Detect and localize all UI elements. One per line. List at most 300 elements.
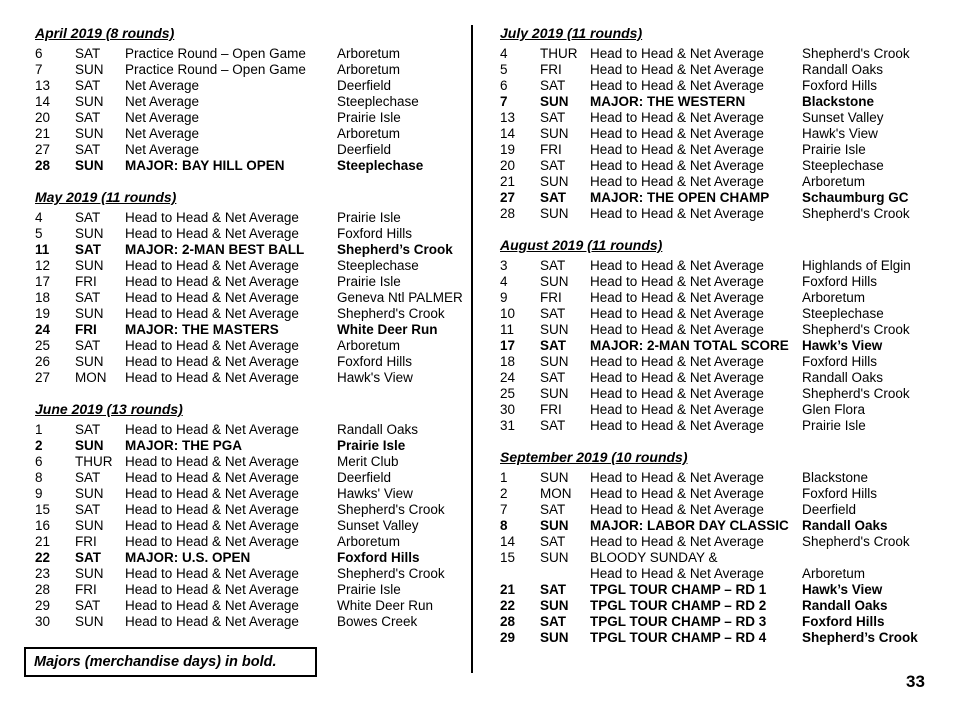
- schedule-row: [35, 62, 465, 78]
- row-event: Head to Head & Net Average: [125, 454, 299, 469]
- row-day: SAT: [75, 502, 101, 517]
- row-event: Head to Head & Net Average: [590, 46, 764, 61]
- row-date: 7: [500, 502, 508, 517]
- row-date: 7: [35, 62, 43, 77]
- row-day: SUN: [540, 322, 569, 337]
- schedule-row: [500, 502, 950, 518]
- row-day: SUN: [540, 550, 569, 565]
- row-date: 13: [500, 110, 516, 125]
- schedule-row: [35, 306, 465, 322]
- row-date: 23: [35, 566, 51, 581]
- row-date: 12: [35, 258, 51, 273]
- row-day: SAT: [75, 78, 101, 93]
- schedule-row: [500, 418, 950, 434]
- schedule-row: [500, 370, 950, 386]
- row-day: SUN: [540, 274, 569, 289]
- row-day: SUN: [75, 306, 104, 321]
- row-date: 27: [35, 370, 51, 385]
- row-day: SAT: [540, 78, 566, 93]
- row-event: Head to Head & Net Average: [125, 306, 299, 321]
- row-event: BLOODY SUNDAY &: [590, 550, 718, 565]
- row-day: SAT: [75, 242, 101, 257]
- month-section: [500, 449, 950, 646]
- row-day: SAT: [540, 190, 566, 205]
- row-day: SAT: [75, 110, 101, 125]
- row-date: 21: [500, 174, 516, 189]
- row-day: SUN: [75, 614, 104, 629]
- row-event: Head to Head & Net Average: [125, 534, 299, 549]
- row-date: 4: [500, 274, 508, 289]
- row-date: 8: [500, 518, 508, 533]
- row-course: Sunset Valley: [802, 110, 884, 125]
- month-section-title: July 2019 (11 rounds): [500, 25, 643, 41]
- row-event: Head to Head & Net Average: [590, 566, 764, 581]
- row-day: FRI: [75, 534, 97, 549]
- row-event: TPGL TOUR CHAMP – RD 4: [590, 630, 767, 645]
- row-event: Head to Head & Net Average: [125, 370, 299, 385]
- schedule-row: [35, 438, 465, 454]
- row-event: Net Average: [125, 94, 200, 109]
- row-date: 9: [500, 290, 508, 305]
- row-day: SUN: [540, 126, 569, 141]
- row-course: Steeplechase: [802, 306, 884, 321]
- row-date: 27: [35, 142, 51, 157]
- schedule-row: [35, 614, 465, 630]
- row-date: 15: [35, 502, 51, 517]
- row-date: 16: [35, 518, 51, 533]
- schedule-row: [500, 78, 950, 94]
- row-course: Foxford Hills: [802, 78, 878, 93]
- row-course: Schaumburg GC: [802, 190, 909, 205]
- schedule-row: [35, 422, 465, 438]
- month-section: [35, 25, 465, 174]
- schedule-row: [500, 142, 950, 158]
- row-course: Sunset Valley: [337, 518, 419, 533]
- row-day: SUN: [540, 206, 569, 221]
- row-date: 29: [500, 630, 516, 645]
- row-date: 17: [35, 274, 51, 289]
- row-course: [802, 550, 950, 566]
- row-course: Steeplechase: [337, 158, 424, 173]
- schedule-row: [500, 322, 950, 338]
- schedule-row: [500, 470, 950, 486]
- row-date: 4: [500, 46, 508, 61]
- row-day: SAT: [540, 534, 566, 549]
- row-day: SUN: [75, 226, 104, 241]
- row-course: Randall Oaks: [802, 598, 888, 613]
- row-course: Arboretum: [337, 338, 401, 353]
- row-event: Head to Head & Net Average: [590, 470, 764, 485]
- row-day: FRI: [75, 274, 97, 289]
- month-section-title: August 2019 (11 rounds): [500, 237, 663, 253]
- row-day: FRI: [75, 322, 97, 337]
- row-course: Foxford Hills: [802, 354, 878, 369]
- row-event: Head to Head & Net Average: [125, 290, 299, 305]
- row-course: Shepherd's Crook: [337, 502, 445, 517]
- row-event: Head to Head & Net Average: [125, 582, 299, 597]
- row-course: Steeplechase: [802, 158, 884, 173]
- row-day: THUR: [75, 454, 113, 469]
- row-date: 20: [500, 158, 516, 173]
- row-event: Head to Head & Net Average: [590, 110, 764, 125]
- schedule-row: [35, 290, 465, 306]
- schedule-row: [35, 110, 465, 126]
- row-event: Head to Head & Net Average: [590, 78, 764, 93]
- row-day: SUN: [540, 518, 569, 533]
- schedule-row: [35, 210, 465, 226]
- row-event: MAJOR: U.S. OPEN: [125, 550, 251, 565]
- schedule-row: [35, 226, 465, 242]
- row-event: MAJOR: THE MASTERS: [125, 322, 279, 337]
- row-course: Foxford Hills: [337, 550, 420, 565]
- row-date: 11: [500, 322, 515, 337]
- month-section-title: September 2019 (10 rounds): [500, 449, 688, 465]
- row-course: Foxford Hills: [337, 354, 413, 369]
- row-course: Shepherd's Crook: [802, 206, 910, 221]
- row-event: Head to Head & Net Average: [125, 502, 299, 517]
- row-date: 2: [500, 486, 508, 501]
- row-event: Head to Head & Net Average: [590, 290, 764, 305]
- schedule-column-right: [500, 25, 950, 661]
- row-date: 19: [500, 142, 516, 157]
- schedule-row: [500, 402, 950, 418]
- row-course: Arboretum: [337, 46, 401, 61]
- row-course: Randall Oaks: [802, 62, 884, 77]
- schedule-row: [35, 78, 465, 94]
- row-course: Prairie Isle: [337, 582, 401, 597]
- row-day: SUN: [540, 386, 569, 401]
- row-event: MAJOR: THE PGA: [125, 438, 243, 453]
- row-course: Prairie Isle: [337, 110, 401, 125]
- row-date: 28: [35, 582, 51, 597]
- row-course: Prairie Isle: [337, 438, 406, 453]
- row-date: 17: [500, 338, 516, 353]
- row-course: White Deer Run: [337, 322, 438, 337]
- row-course: Bowes Creek: [337, 614, 418, 629]
- schedule-row: [35, 486, 465, 502]
- row-date: 6: [500, 78, 508, 93]
- row-event: Net Average: [125, 126, 200, 141]
- row-date: 31: [500, 418, 516, 433]
- month-section-title: June 2019 (13 rounds): [35, 401, 183, 417]
- row-course: Shepherd's Crook: [337, 306, 445, 321]
- row-event: Head to Head & Net Average: [590, 142, 764, 157]
- row-day: SAT: [540, 110, 566, 125]
- schedule-row: [500, 614, 950, 630]
- row-day: SUN: [540, 94, 569, 109]
- row-date: 15: [500, 550, 516, 565]
- row-day: FRI: [540, 142, 562, 157]
- row-date: 30: [500, 402, 516, 417]
- row-course: Prairie Isle: [802, 142, 866, 157]
- row-event: Head to Head & Net Average: [125, 518, 299, 533]
- row-date: 30: [35, 614, 51, 629]
- row-date: [500, 566, 540, 582]
- row-course: Deerfield: [337, 142, 392, 157]
- row-course: Deerfield: [337, 78, 392, 93]
- row-course: Shepherd's Crook: [337, 566, 445, 581]
- schedule-row: [500, 62, 950, 78]
- schedule-row: [500, 630, 950, 646]
- row-event: Head to Head & Net Average: [590, 354, 764, 369]
- schedule-row: [35, 566, 465, 582]
- row-event: Practice Round – Open Game: [125, 46, 306, 61]
- row-day: SUN: [540, 630, 569, 645]
- row-day: SUN: [75, 354, 104, 369]
- row-date: 1: [35, 422, 43, 437]
- schedule-row: [35, 354, 465, 370]
- schedule-row: [500, 46, 950, 62]
- row-date: 19: [35, 306, 51, 321]
- row-day: SAT: [75, 142, 101, 157]
- row-course: Arboretum: [337, 534, 401, 549]
- row-course: Deerfield: [337, 470, 392, 485]
- row-date: 10: [500, 306, 516, 321]
- row-date: 6: [35, 46, 43, 61]
- schedule-row: [35, 550, 465, 566]
- schedule-row: [35, 534, 465, 550]
- row-date: 27: [500, 190, 516, 205]
- row-day: SUN: [75, 438, 104, 453]
- row-event: Head to Head & Net Average: [125, 470, 299, 485]
- row-day: FRI: [540, 62, 562, 77]
- month-section: [35, 401, 465, 630]
- row-course: Highlands of Elgin: [802, 258, 911, 273]
- schedule-row: [35, 242, 465, 258]
- row-event: Head to Head & Net Average: [125, 258, 299, 273]
- row-course: Geneva Ntl PALMER: [337, 290, 463, 305]
- row-date: 8: [35, 470, 43, 485]
- month-section-title: May 2019 (11 rounds): [35, 189, 177, 205]
- row-course: Hawk's View: [802, 126, 878, 141]
- row-event: Head to Head & Net Average: [590, 62, 764, 77]
- row-day: SAT: [540, 582, 566, 597]
- row-date: 28: [500, 614, 516, 629]
- schedule-row: [35, 518, 465, 534]
- row-day: SUN: [75, 126, 104, 141]
- schedule-row: [500, 566, 950, 582]
- row-event: MAJOR: 2-MAN BEST BALL: [125, 242, 305, 257]
- schedule-row: [35, 370, 465, 386]
- row-event: Head to Head & Net Average: [590, 174, 764, 189]
- schedule-row: [500, 354, 950, 370]
- row-course: Shepherd’s Crook: [802, 630, 918, 645]
- row-date: 14: [35, 94, 51, 109]
- row-date: 26: [35, 354, 51, 369]
- row-event: Head to Head & Net Average: [590, 386, 764, 401]
- row-day: SAT: [540, 338, 566, 353]
- row-day: SAT: [540, 614, 566, 629]
- row-course: Randall Oaks: [337, 422, 419, 437]
- row-event: Head to Head & Net Average: [590, 158, 764, 173]
- row-date: 7: [500, 94, 508, 109]
- row-date: 5: [35, 226, 43, 241]
- row-day: SUN: [75, 158, 104, 173]
- row-event: MAJOR: THE WESTERN: [590, 94, 746, 109]
- row-course: Hawk’s View: [802, 338, 883, 353]
- row-date: 24: [35, 322, 51, 337]
- schedule-row: [500, 290, 950, 306]
- row-event: Head to Head & Net Average: [590, 534, 764, 549]
- row-day: SAT: [75, 210, 101, 225]
- majors-note-box: [24, 647, 317, 677]
- schedule-row: [35, 126, 465, 142]
- row-date: 5: [500, 62, 508, 77]
- row-event: Head to Head & Net Average: [125, 274, 299, 289]
- row-event: Head to Head & Net Average: [125, 338, 299, 353]
- row-event: Head to Head & Net Average: [125, 422, 299, 437]
- row-day: [540, 566, 590, 582]
- row-course: Foxford Hills: [802, 486, 878, 501]
- row-event: MAJOR: 2-MAN TOTAL SCORE: [590, 338, 789, 353]
- row-course: Merit Club: [337, 454, 399, 469]
- row-date: 28: [35, 158, 51, 173]
- row-date: 18: [35, 290, 51, 305]
- schedule-row: [500, 386, 950, 402]
- row-event: Head to Head & Net Average: [590, 418, 764, 433]
- row-course: Foxford Hills: [337, 226, 413, 241]
- schedule-row: [500, 158, 950, 174]
- row-course: Foxford Hills: [802, 274, 878, 289]
- row-course: Prairie Isle: [802, 418, 866, 433]
- row-date: 21: [500, 582, 516, 597]
- row-day: SUN: [75, 566, 104, 581]
- row-event: TPGL TOUR CHAMP – RD 1: [590, 582, 767, 597]
- row-course: Arboretum: [802, 566, 866, 581]
- row-date: 25: [35, 338, 51, 353]
- row-date: 14: [500, 534, 516, 549]
- row-event: Head to Head & Net Average: [590, 126, 764, 141]
- schedule-row: [35, 322, 465, 338]
- schedule-row: [500, 598, 950, 614]
- row-event: MAJOR: THE OPEN CHAMP: [590, 190, 770, 205]
- row-date: 28: [500, 206, 516, 221]
- row-course: Hawks' View: [337, 486, 413, 501]
- row-course: Shepherd's Crook: [802, 386, 910, 401]
- schedule-row: [500, 126, 950, 142]
- row-day: THUR: [540, 46, 578, 61]
- row-event: Head to Head & Net Average: [590, 402, 764, 417]
- row-date: 11: [35, 242, 50, 257]
- row-event: MAJOR: LABOR DAY CLASSIC: [590, 518, 789, 533]
- row-day: SAT: [540, 370, 566, 385]
- schedule-row: [35, 258, 465, 274]
- row-course: Prairie Isle: [337, 210, 401, 225]
- row-date: 24: [500, 370, 516, 385]
- row-day: SAT: [540, 306, 566, 321]
- schedule-row: [500, 174, 950, 190]
- schedule-row: [500, 206, 950, 222]
- row-course: Shepherd's Crook: [802, 322, 910, 337]
- row-event: Head to Head & Net Average: [125, 354, 299, 369]
- schedule-row: [500, 190, 950, 206]
- row-day: SAT: [540, 502, 566, 517]
- row-event: MAJOR: BAY HILL OPEN: [125, 158, 285, 173]
- schedule-row: [35, 582, 465, 598]
- schedule-row: [35, 502, 465, 518]
- row-event: Net Average: [125, 78, 200, 93]
- row-course: Shepherd's Crook: [802, 534, 910, 549]
- row-day: MON: [75, 370, 107, 385]
- row-day: SUN: [75, 518, 104, 533]
- row-event: Head to Head & Net Average: [125, 226, 299, 241]
- schedule-row: [500, 306, 950, 322]
- row-day: SAT: [75, 290, 101, 305]
- schedule-row: [500, 550, 950, 566]
- row-date: 22: [500, 598, 516, 613]
- schedule-row: [500, 258, 950, 274]
- row-day: MON: [540, 486, 572, 501]
- row-day: SAT: [75, 598, 101, 613]
- row-event: Head to Head & Net Average: [590, 486, 764, 501]
- row-event: Head to Head & Net Average: [590, 370, 764, 385]
- row-event: Net Average: [125, 110, 200, 125]
- row-course: Randall Oaks: [802, 370, 884, 385]
- row-day: SUN: [75, 94, 104, 109]
- schedule-row: [35, 274, 465, 290]
- row-course: Foxford Hills: [802, 614, 885, 629]
- row-day: SUN: [540, 174, 569, 189]
- schedule-row: [35, 470, 465, 486]
- schedule-row: [500, 582, 950, 598]
- row-day: SAT: [540, 158, 566, 173]
- row-event: Head to Head & Net Average: [125, 566, 299, 581]
- month-section-title: April 2019 (8 rounds): [35, 25, 175, 41]
- row-event: Net Average: [125, 142, 200, 157]
- row-course: Blackstone: [802, 470, 869, 485]
- row-course: Prairie Isle: [337, 274, 401, 289]
- schedule-row: [35, 158, 465, 174]
- schedule-row: [500, 338, 950, 354]
- row-course: Shepherd’s Crook: [337, 242, 453, 257]
- row-event: Head to Head & Net Average: [590, 274, 764, 289]
- row-date: 14: [500, 126, 516, 141]
- row-event: Head to Head & Net Average: [125, 614, 299, 629]
- row-course: Blackstone: [802, 94, 875, 109]
- row-event: Head to Head & Net Average: [590, 306, 764, 321]
- row-day: FRI: [540, 290, 562, 305]
- month-section: [500, 237, 950, 434]
- row-date: 21: [35, 534, 51, 549]
- row-date: 1: [500, 470, 508, 485]
- schedule-row: [35, 142, 465, 158]
- schedule-row: [35, 46, 465, 62]
- row-day: FRI: [75, 582, 97, 597]
- row-event: TPGL TOUR CHAMP – RD 2: [590, 598, 767, 613]
- row-course: Hawk's View: [337, 370, 413, 385]
- row-event: Head to Head & Net Average: [590, 322, 764, 337]
- row-day: FRI: [540, 402, 562, 417]
- column-divider: [471, 25, 473, 673]
- row-day: SUN: [75, 486, 104, 501]
- schedule-row: [500, 518, 950, 534]
- row-course: Steeplechase: [337, 258, 419, 273]
- schedule-row: [500, 486, 950, 502]
- schedule-row: [500, 94, 950, 110]
- row-date: 6: [35, 454, 43, 469]
- row-day: SAT: [75, 422, 101, 437]
- row-day: SUN: [75, 62, 104, 77]
- page-number: 33: [906, 672, 925, 691]
- row-day: SAT: [540, 258, 566, 273]
- row-date: 22: [35, 550, 51, 565]
- row-course: Steeplechase: [337, 94, 419, 109]
- row-event: Head to Head & Net Average: [590, 206, 764, 221]
- row-event: Head to Head & Net Average: [590, 258, 764, 273]
- schedule-row: [500, 110, 950, 126]
- row-day: SUN: [540, 598, 569, 613]
- row-date: 4: [35, 210, 43, 225]
